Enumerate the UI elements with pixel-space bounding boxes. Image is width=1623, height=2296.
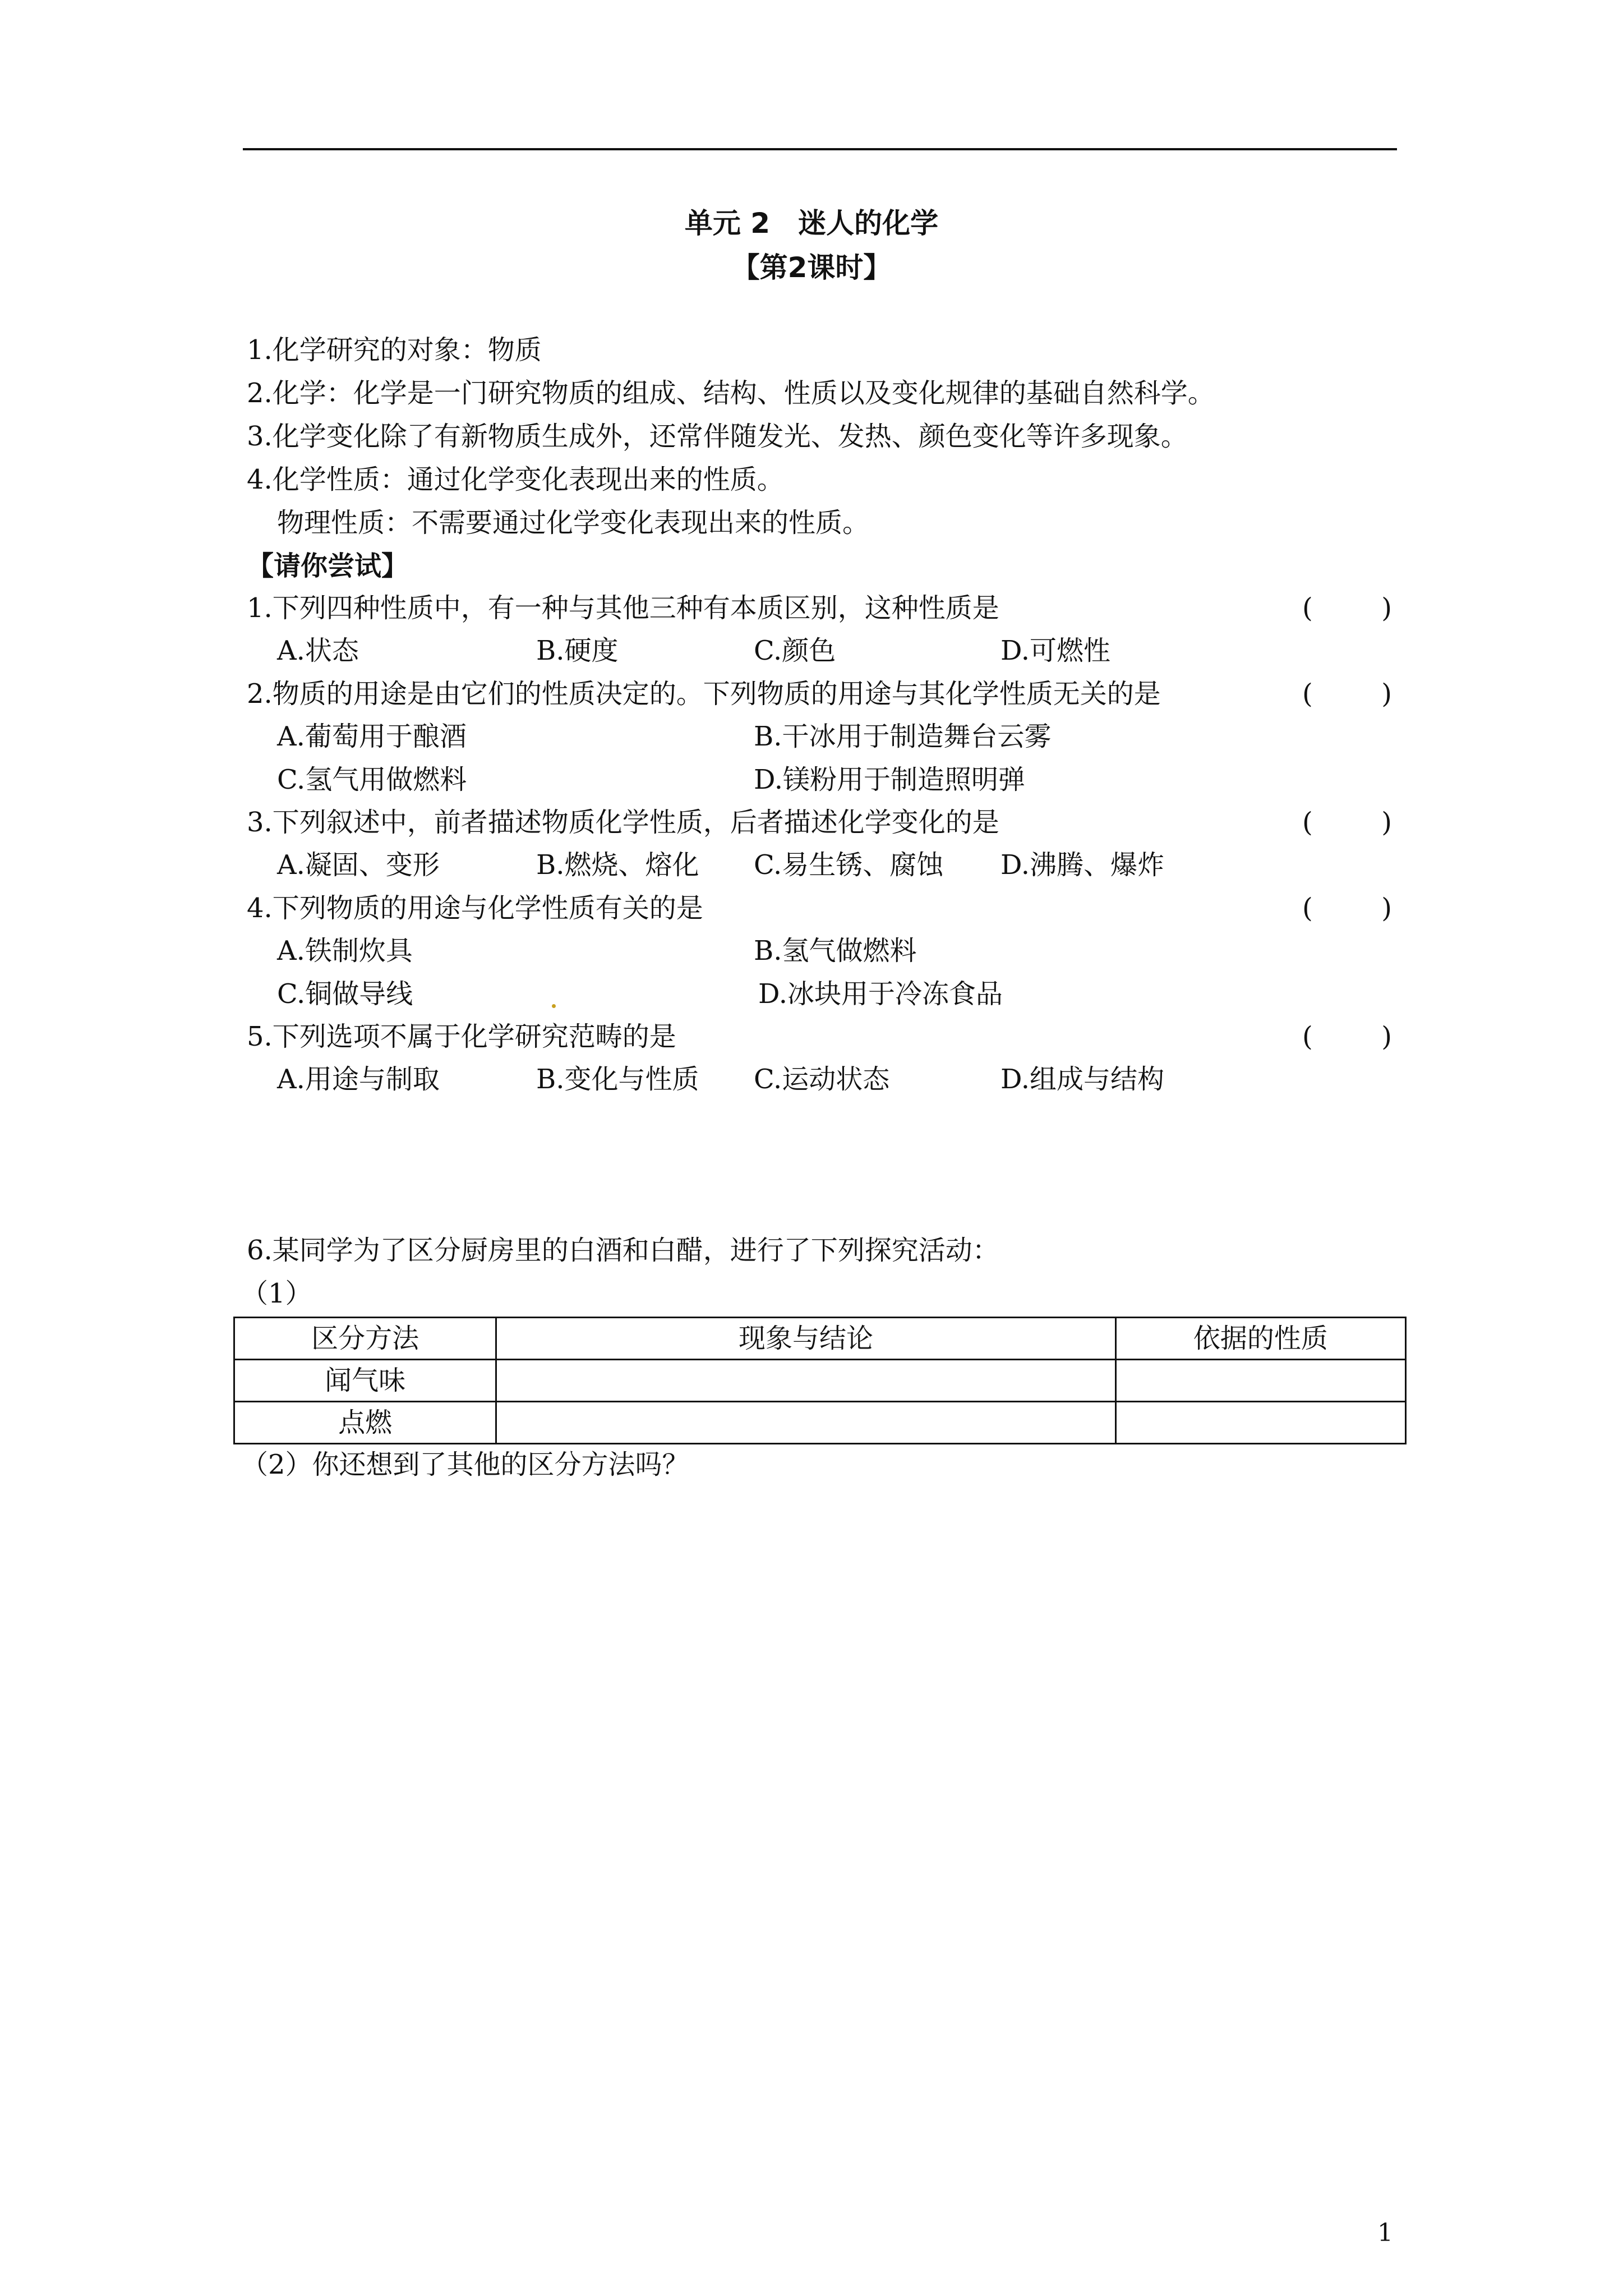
question-6-part1-label: （1） xyxy=(241,1278,312,1309)
question-3-option-a: A.凝固、变形 xyxy=(277,849,440,881)
question-3-option-c: C.易生锈、腐蚀 xyxy=(754,849,944,881)
question-1-option-c: C.颜色 xyxy=(754,635,836,666)
table-header-phenomenon: 现象与结论 xyxy=(496,1318,1115,1360)
question-1-option-a: A.状态 xyxy=(277,635,359,666)
question-3-option-b: B.燃烧、熔化 xyxy=(536,849,699,881)
question-1-stem: 1.下列四种性质中，有一种与其他三种有本质区别，这种性质是 xyxy=(247,592,999,624)
question-5-option-a: A.用途与制取 xyxy=(277,1064,440,1095)
question-1-option-b: B.硬度 xyxy=(536,635,619,666)
table-cell-method: 点燃 xyxy=(234,1402,496,1444)
question-2-option-b: B.干冰用于制造舞台云雾 xyxy=(754,721,1052,752)
page-number: 1 xyxy=(1377,2219,1393,2247)
point-4-physical: 物理性质：不需要通过化学变化表现出来的性质。 xyxy=(277,507,870,539)
stray-dot-mark xyxy=(552,1004,556,1008)
question-5-stem: 5.下列选项不属于化学研究范畴的是 xyxy=(247,1021,676,1052)
question-5-option-d: D.组成与结构 xyxy=(1000,1064,1165,1095)
point-4: 4.化学性质：通过化学变化表现出来的性质。 xyxy=(247,464,784,495)
table-cell-method: 闻气味 xyxy=(234,1360,496,1402)
table-cell-phenomenon-input[interactable] xyxy=(496,1360,1115,1402)
page-title: 单元 2 迷人的化学 xyxy=(684,207,939,240)
question-4-stem: 4.下列物质的用途与化学性质有关的是 xyxy=(247,892,703,924)
question-2-option-d: D.镁粉用于制造照明弹 xyxy=(754,764,1026,795)
point-2: 2.化学：化学是一门研究物质的组成、结构、性质以及变化规律的基础自然科学。 xyxy=(247,378,1215,409)
point-3: 3.化学变化除了有新物质生成外，还常伴随发光、发热、颜色变化等许多现象。 xyxy=(247,421,1188,452)
question-1-option-d: D.可燃性 xyxy=(1000,635,1111,666)
table-header-property: 依据的性质 xyxy=(1115,1318,1405,1360)
question-2-stem: 2.物质的用途是由它们的性质决定的。下列物质的用途与其化学性质无关的是 xyxy=(247,678,1161,710)
question-2-option-c: C.氢气用做燃料 xyxy=(277,764,467,795)
question-2-option-a: A.葡萄用于酿酒 xyxy=(277,721,467,752)
table-header-method: 区分方法 xyxy=(234,1318,496,1360)
question-6-part2: （2）你还想到了其他的区分方法吗？ xyxy=(241,1449,689,1480)
question-5-option-b: B.变化与性质 xyxy=(536,1064,699,1095)
lesson-subtitle: 【第2课时】 xyxy=(731,251,892,284)
question-4-option-b: B.氢气做燃料 xyxy=(754,935,917,967)
section-title: 【请你尝试】 xyxy=(247,550,409,582)
comparison-table xyxy=(233,1317,1407,1444)
table-row xyxy=(234,1402,1406,1444)
question-4-option-a: A.铁制炊具 xyxy=(277,935,413,967)
table-header-row xyxy=(234,1318,1406,1360)
table-cell-property-input[interactable] xyxy=(1115,1402,1405,1444)
question-5-option-c: C.运动状态 xyxy=(754,1064,890,1095)
question-4-option-d: D.冰块用于冷冻食品 xyxy=(758,978,1003,1010)
table-cell-phenomenon-input[interactable] xyxy=(496,1402,1115,1444)
table-row xyxy=(234,1360,1406,1402)
table-cell-property-input[interactable] xyxy=(1115,1360,1405,1402)
question-3-option-d: D.沸腾、爆炸 xyxy=(1000,849,1165,881)
question-6-stem: 6.某同学为了区分厨房里的白酒和白醋，进行了下列探究活动： xyxy=(247,1235,999,1266)
point-1: 1.化学研究的对象：物质 xyxy=(247,334,542,366)
header-rule xyxy=(243,148,1397,150)
question-4-option-c: C.铜做导线 xyxy=(277,978,413,1010)
question-3-stem: 3.下列叙述中，前者描述物质化学性质，后者描述化学变化的是 xyxy=(247,807,999,838)
